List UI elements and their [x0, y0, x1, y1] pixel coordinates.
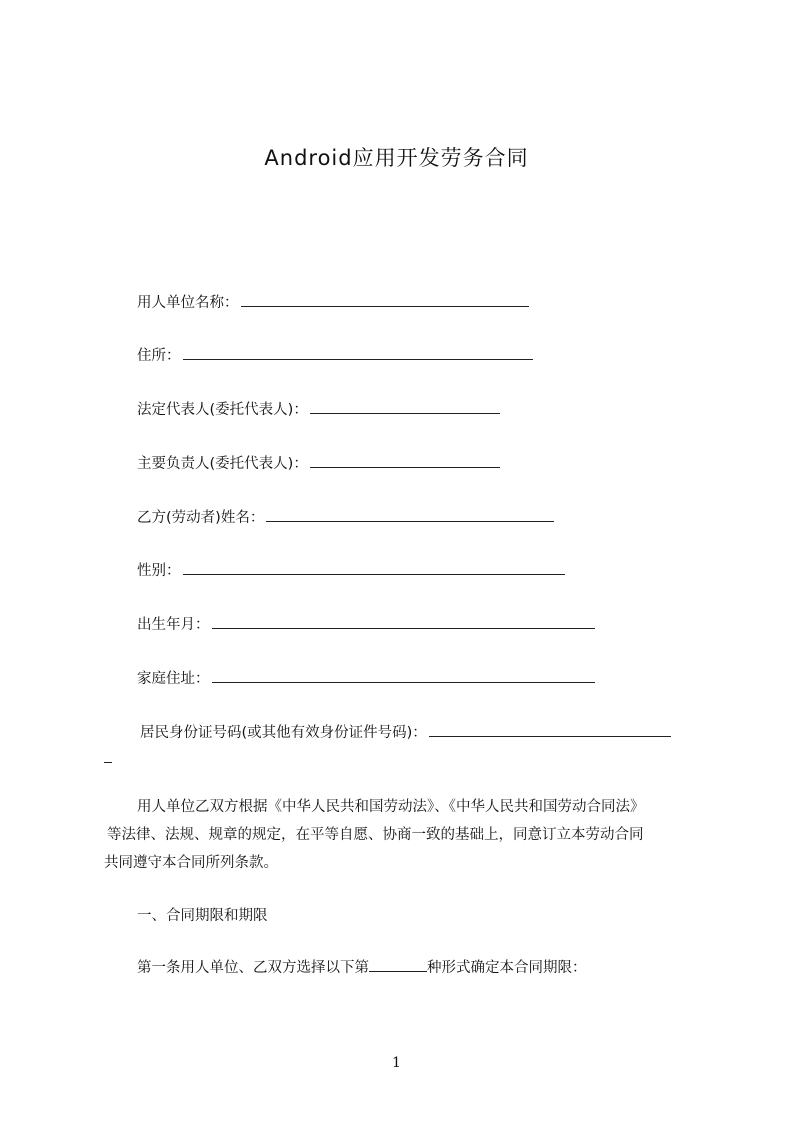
birth-date-blank	[212, 614, 595, 629]
birth-date-field	[137, 614, 595, 635]
id-number-field	[140, 722, 671, 743]
clause-one-blank	[369, 957, 427, 972]
worker-name-field	[137, 507, 554, 528]
employer-name-blank	[241, 292, 529, 307]
intro-line: 用人单位乙双方根据《中华人民共和国劳动法》、《中华人民共和国劳动合同法》	[137, 799, 645, 815]
document-title: Android应用开发劳务合同	[264, 146, 529, 170]
home-address-blank	[212, 668, 595, 683]
address-label: 住所：	[137, 348, 181, 364]
legal-representative-blank	[310, 399, 500, 414]
clause-one	[137, 957, 587, 978]
clause-one-suffix: 种形式确定本合同期限：	[427, 960, 587, 976]
intro-line: 共同遵守本合同所列条款。	[104, 855, 278, 871]
birth-date-label: 出生年月：	[137, 617, 210, 633]
id-number-blank	[429, 722, 671, 737]
gender-blank	[183, 560, 565, 575]
gender-field	[137, 560, 565, 581]
clause-one-prefix: 第一条用人单位、乙双方选择以下第	[137, 960, 369, 976]
legal-representative-field	[137, 399, 500, 420]
id-number-blank-continuation	[104, 762, 112, 763]
employer-name-field	[137, 292, 529, 313]
principal-blank	[310, 453, 500, 468]
section-heading: 一、合同期限和期限	[137, 908, 268, 924]
intro-paragraph	[104, 793, 704, 877]
home-address-field	[137, 668, 595, 689]
principal-field	[137, 453, 500, 474]
legal-representative-label: 法定代表人(委托代表人)：	[137, 402, 308, 418]
principal-label: 主要负责人(委托代表人)：	[137, 456, 308, 472]
intro-line: 等法律、法规、规章的规定，在平等自愿、协商一致的基础上，同意订立本劳动合同	[107, 827, 644, 843]
worker-name-blank	[266, 507, 554, 522]
page-number: 1	[392, 1055, 401, 1071]
address-field	[137, 345, 533, 366]
gender-label: 性别：	[137, 563, 181, 579]
employer-name-label: 用人单位名称：	[137, 295, 239, 311]
home-address-label: 家庭住址：	[137, 671, 210, 687]
address-blank	[183, 345, 533, 360]
worker-name-label: 乙方(劳动者)姓名：	[137, 510, 265, 526]
id-number-label: 居民身份证号码(或其他有效身份证件号码)：	[140, 725, 427, 741]
